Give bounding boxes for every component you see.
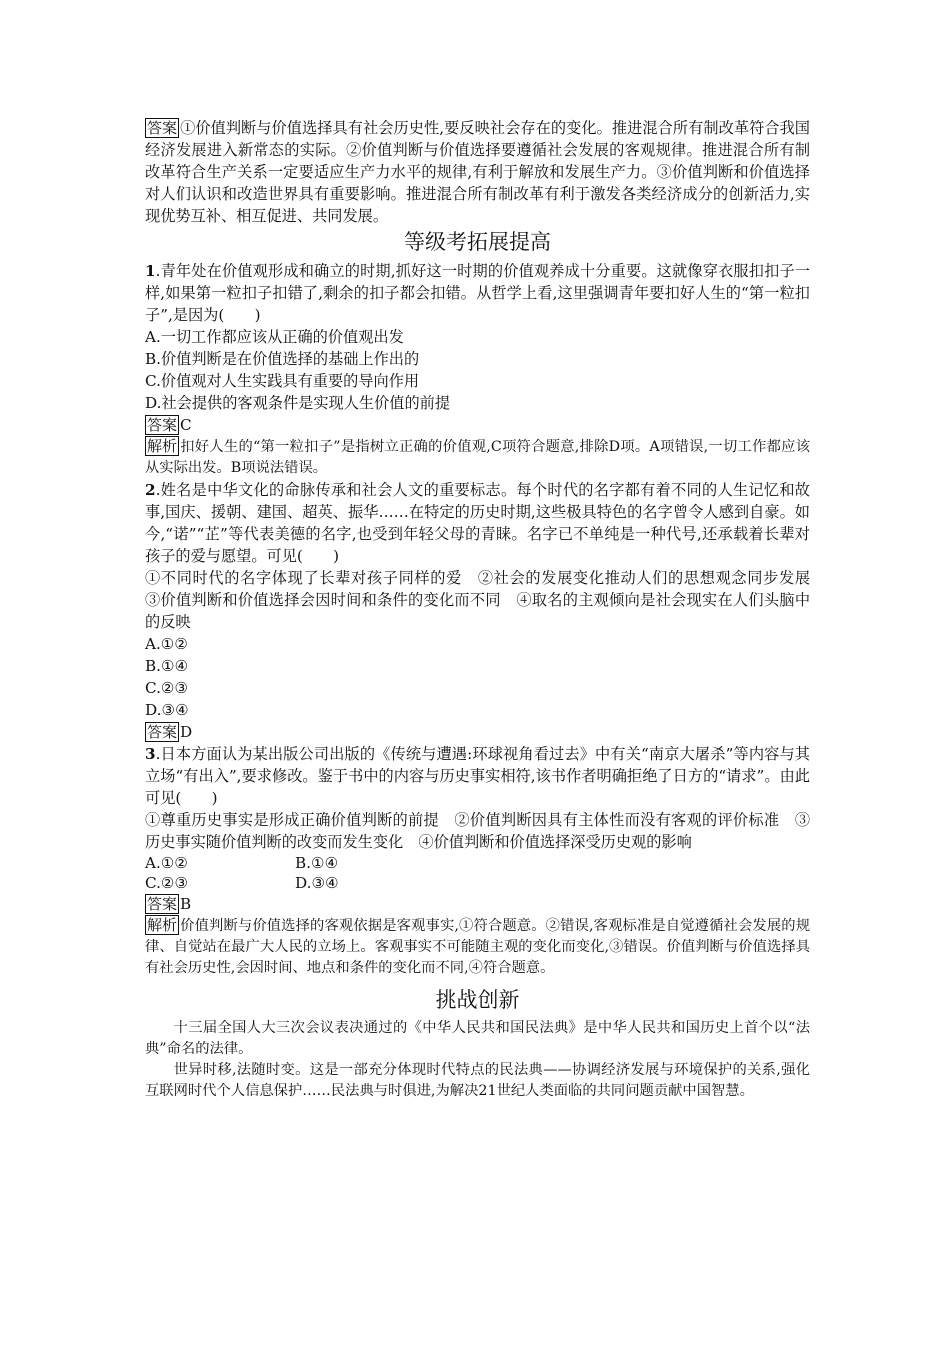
option-b: B.①④: [295, 854, 339, 872]
option-c: C.②③: [145, 874, 189, 892]
question-number: 1: [145, 262, 156, 280]
question-stem: .日本方面认为某出版公司出版的《传统与遭遇:环球视角看过去》中有关“南京大屠杀”等内容与其立场“有出入”,要求修改。鉴于书中的内容与历史事实相符,该书作者明确拒绝了日方的“请求”。由此可见( ): [145, 745, 810, 807]
option-b: B.①④: [145, 657, 189, 675]
question-stem: .青年处在价值观形成和确立的时期,抓好这一时期的价值观养成十分重要。这就像穿衣服扣扣子一样,如果第一粒扣子扣错了,剩余的扣子都会扣错。从哲学上看,这里强调青年要扣好人生的“第一粒扣子”,是因为( ): [145, 262, 810, 324]
option-a: A.①②: [145, 635, 189, 653]
document-page: [145, 117, 826, 1102]
answer-3: [145, 893, 810, 915]
options-row-2: [145, 873, 810, 893]
option-d: D.③④: [295, 874, 339, 892]
question-3: [145, 743, 810, 809]
answer-tag: 答案: [147, 895, 178, 913]
question-3-items: ①尊重历史事实是形成正确价值判断的前提 ②价值判断因具有主体性而没有客观的评价标准 ③历史事实随价值判断的改变而发生变化 ④价值判断和价值选择深受历史观的影响: [145, 811, 810, 851]
option-b: B.价值判断是在价值选择的基础上作出的: [145, 350, 420, 368]
material-paragraph-2: 世异时移,法随时变。这是一部充分体现时代特点的民法典——协调经济发展与环境保护的关系,强化互联网时代个人信息保护……民法典与时俱进,为解决21世纪人类面临的共同问题贡献中国智慧。: [145, 1062, 810, 1099]
answer-value: B: [180, 895, 192, 913]
question-number: 2: [145, 481, 156, 499]
option-c: C.价值观对人生实践具有重要的导向作用: [145, 372, 420, 390]
option-c: C.②③: [145, 679, 189, 697]
section-title-challenge: 挑战创新: [435, 988, 520, 1012]
analysis-tag: 解析: [147, 916, 178, 934]
analysis-text: 扣好人生的“第一粒扣子”是指树立正确的价值观,C项符合题意,排除D项。A项错误,一切工作都应该从实际出发。B项说法错误。: [145, 439, 810, 476]
answer-2: [145, 721, 810, 743]
analysis-3: [145, 915, 810, 979]
answer-value: D: [180, 723, 193, 741]
analysis-tag: 解析: [147, 437, 178, 455]
section-title-extension: 等级考拓展提高: [404, 230, 551, 254]
analysis-1: [145, 436, 810, 479]
options-row-1: [145, 853, 810, 873]
option-a: A.①②: [145, 854, 189, 872]
question-stem: .姓名是中华文化的命脉传承和社会人文的重要标志。每个时代的名字都有着不同的人生记忆和故事,国庆、援朝、建国、超英、振华……在特定的历史时期,这些极具特色的名字曾令人感到自豪。如今,“诺”“芷”等代表美德的名字,也受到年轻父母的青睐。名字已不单纯是一种代号,还承载着长辈对孩子的爱与愿望。可见( ): [145, 481, 810, 565]
answer-value: C: [180, 416, 192, 434]
answer-tag: 答案: [147, 119, 178, 137]
option-a: A.一切工作都应该从正确的价值观出发: [145, 328, 404, 346]
option-d: D.社会提供的客观条件是实现人生价值的前提: [145, 394, 451, 412]
question-number: 3: [145, 745, 156, 763]
analysis-text: 价值判断与价值选择的客观依据是客观事实,①符合题意。②错误,客观标准是自觉遵循社会发展的规律、自觉站在最广大人民的立场上。客观事实不可能随主观的变化而变化,③错误。价值判断与价值选择具有社会历史性,会因时间、地点和条件的变化而不同,④符合题意。: [145, 918, 810, 976]
answer-tag: 答案: [147, 723, 178, 741]
top-answer-text: ①价值判断与价值选择具有社会历史性,要反映社会存在的变化。推进混合所有制改革符合我国经济发展进入新常态的实际。②价值判断与价值选择要遵循社会发展的客观规律。推进混合所有制改革符合生产关系一定要适应生产力水平的规律,有利于解放和发展生产力。③价值判断和价值选择对人们认识和改造世界具有重要影响。推进混合所有制改革有利于激发各类经济成分的创新活力,实现优势互补、相互促进、共同发展。: [145, 119, 810, 225]
question-2: [145, 479, 810, 567]
option-d: D.③④: [145, 701, 189, 719]
question-1: [145, 260, 810, 326]
material-paragraph-1: 十三届全国人大三次会议表决通过的《中华人民共和国民法典》是中华人民共和国历史上首个以“法典”命名的法律。: [145, 1020, 810, 1057]
question-2-items: ①不同时代的名字体现了长辈对孩子同样的爱 ②社会的发展变化推动人们的思想观念同步发展 ③价值判断和价值选择会因时间和条件的变化而不同 ④取名的主观倾向是社会现实在人们头脑中的反映: [145, 569, 826, 631]
answer-1: [145, 414, 810, 436]
answer-tag: 答案: [147, 416, 178, 434]
top-answer: [145, 117, 810, 227]
